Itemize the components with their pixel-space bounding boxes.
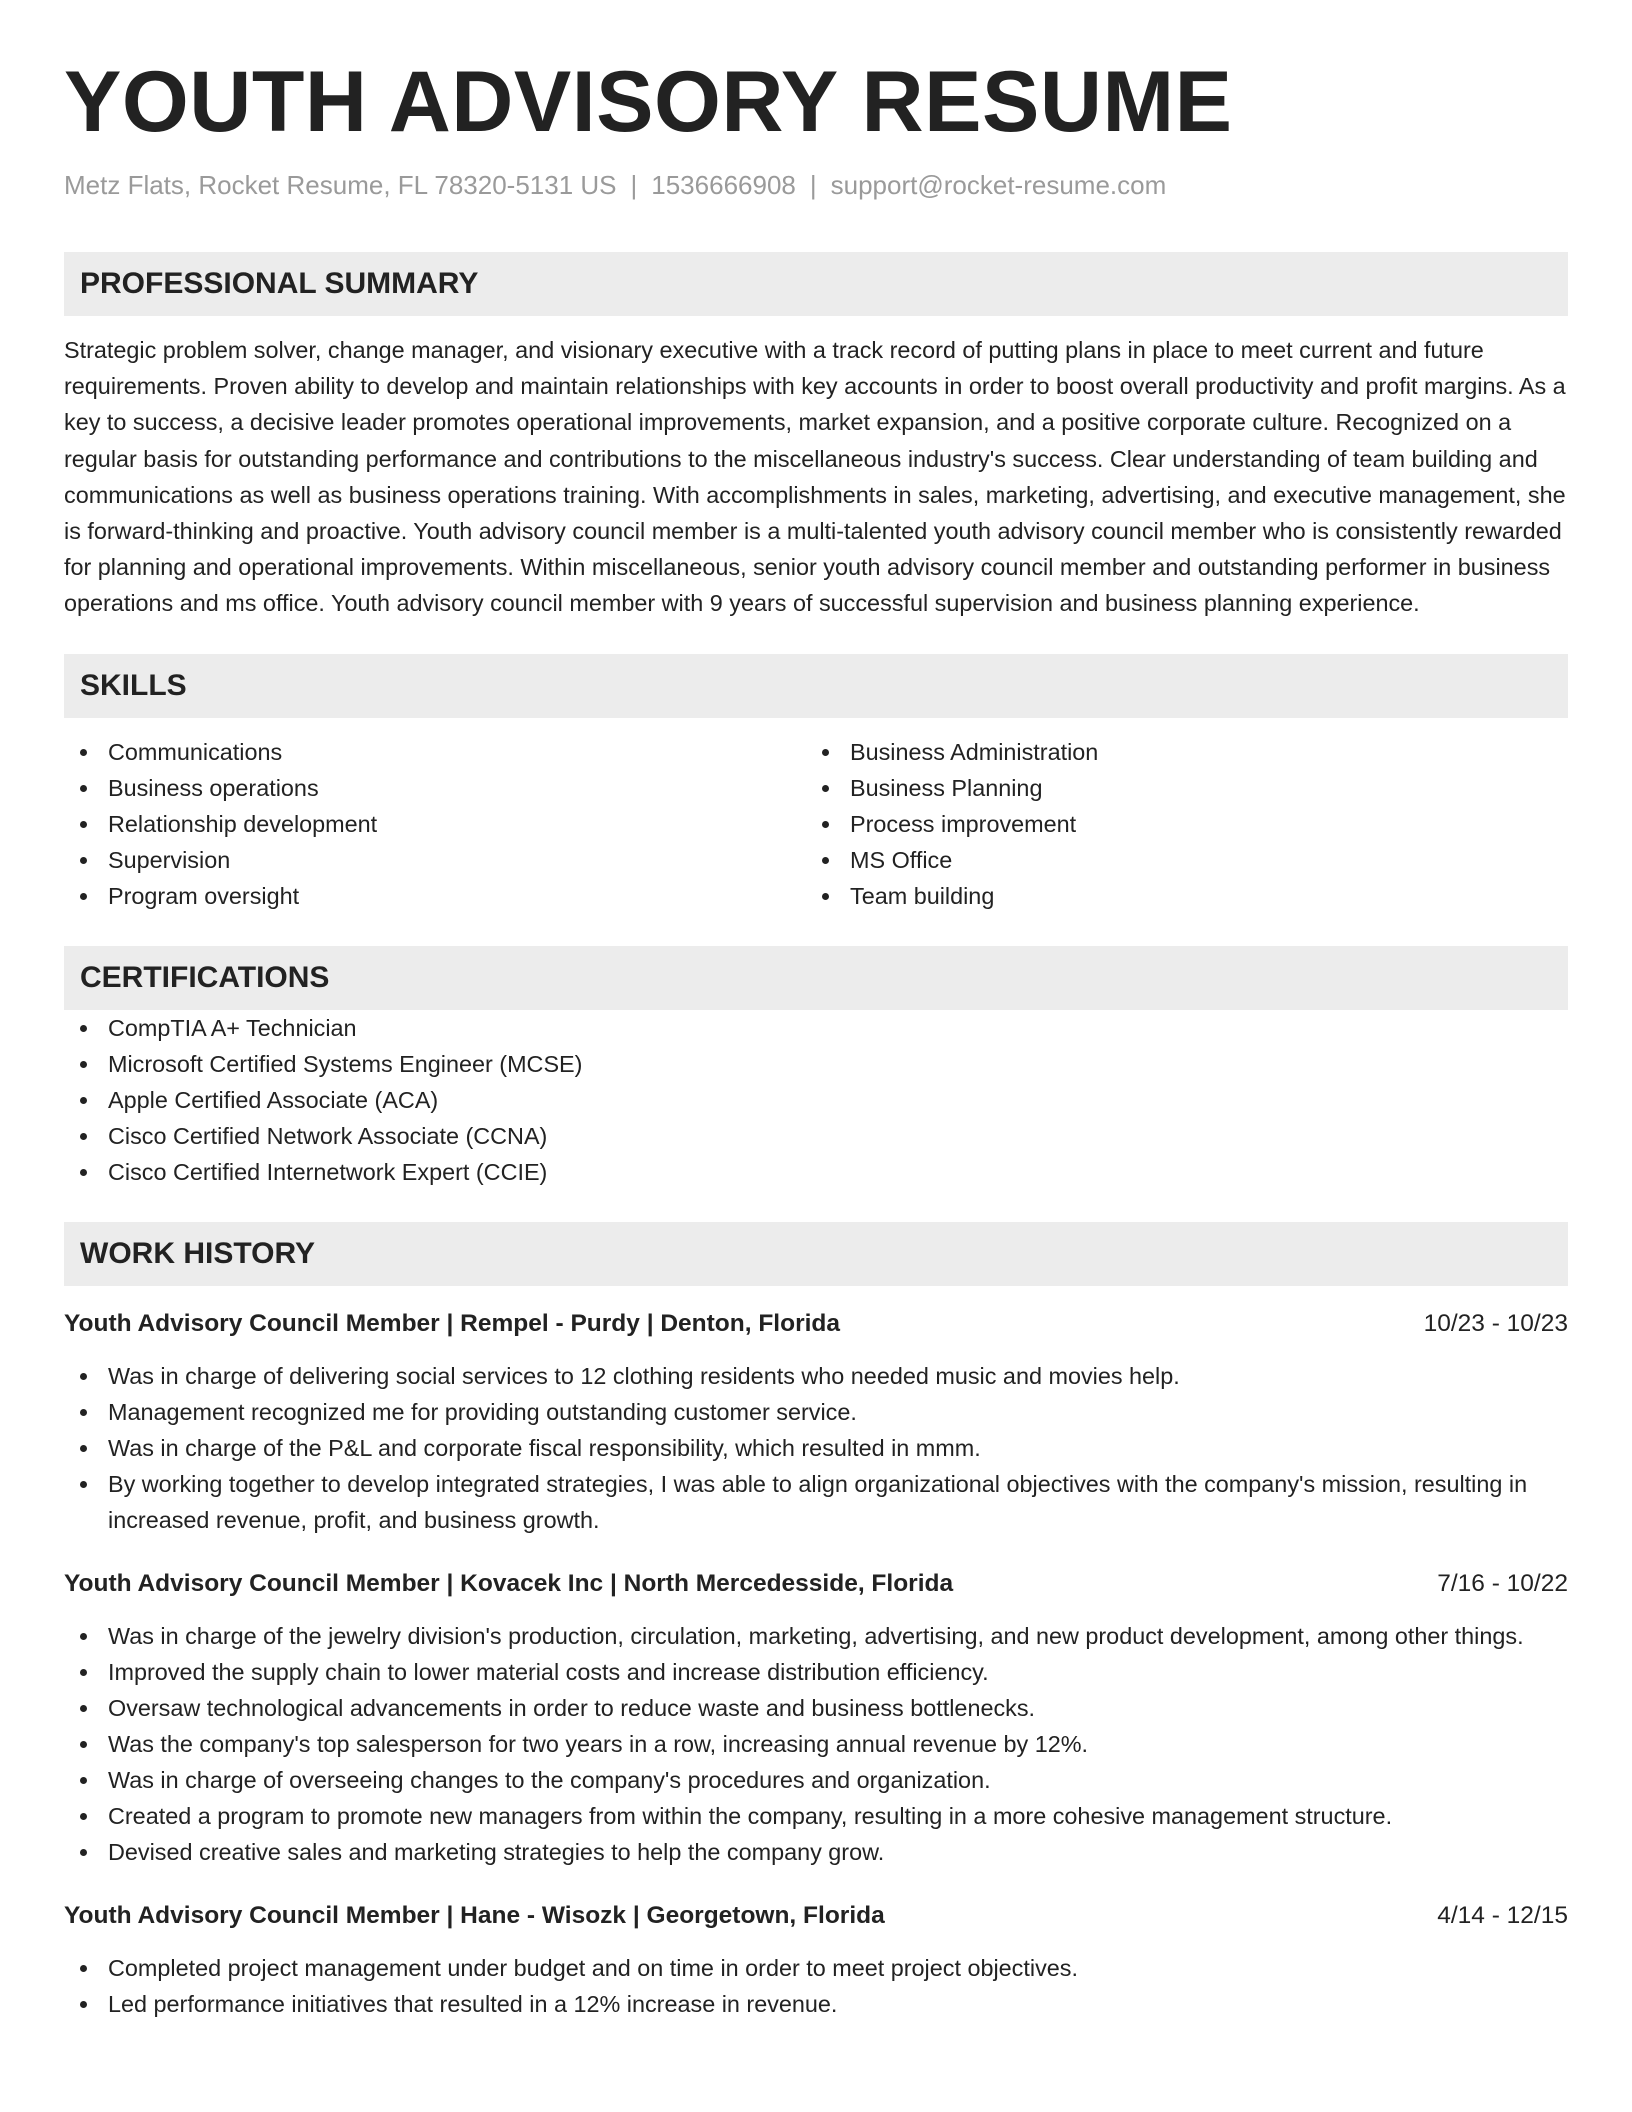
contact-email: support@rocket-resume.com [830, 170, 1167, 200]
resume-page [64, 0, 1568, 2022]
certification-item: Apple Certified Associate (ACA) [64, 1082, 1568, 1118]
certification-item: Cisco Certified Network Associate (CCNA) [64, 1118, 1568, 1154]
section-header-certifications: CERTIFICATIONS [64, 946, 1568, 1010]
certification-list [64, 1010, 1568, 1190]
job-bullet: Created a program to promote new managers from within the company, resulting in a more cohesive management structure. [64, 1798, 1568, 1834]
job-bullet: Was in charge of overseeing changes to the company's procedures and organization. [64, 1762, 1568, 1798]
job-title: Youth Advisory Council Member | Hane - Wisozk | Georgetown, Florida [64, 1901, 885, 1929]
contact-separator: | [630, 170, 638, 200]
skill-item: Business Administration [806, 734, 1548, 770]
job-title: Youth Advisory Council Member | Rempel - Purdy | Denton, Florida [64, 1309, 841, 1337]
contact-address: Metz Flats, Rocket Resume, FL 78320-5131 US [64, 170, 617, 200]
job-dates: 7/16 - 10/22 [1437, 1569, 1568, 1597]
section-header-summary: PROFESSIONAL SUMMARY [64, 252, 1568, 316]
job-bullet: Improved the supply chain to lower material costs and increase distribution efficiency. [64, 1654, 1568, 1690]
skill-item: Supervision [64, 842, 806, 878]
contact-phone: 1536666908 [651, 170, 796, 200]
certification-item: CompTIA A+ Technician [64, 1010, 1568, 1046]
job-bullets [64, 1618, 1568, 1870]
skill-item: Process improvement [806, 806, 1548, 842]
job-bullet: By working together to develop integrated strategies, I was able to align organizational objectives with the company's mission, resulting in increased revenue, profit, and business growth. [64, 1466, 1568, 1538]
skill-item: Program oversight [64, 878, 806, 914]
section-header-work-history: WORK HISTORY [64, 1222, 1568, 1286]
job-bullet: Was in charge of the jewelry division's production, circulation, marketing, advertising, and new product development, among other things. [64, 1618, 1568, 1654]
contact-line [64, 168, 1568, 202]
job-bullet: Management recognized me for providing outstanding customer service. [64, 1394, 1568, 1430]
skill-item: MS Office [806, 842, 1548, 878]
job-dates: 10/23 - 10/23 [1423, 1309, 1568, 1337]
job-bullet: Led performance initiatives that resulted in a 12% increase in revenue. [64, 1986, 1568, 2022]
resume-title: YOUTH ADVISORY RESUME [64, 54, 1233, 150]
section-header-skills: SKILLS [64, 654, 1568, 718]
skills-list-right [806, 734, 1548, 914]
job-bullet: Oversaw technological advancements in order to reduce waste and business bottlenecks. [64, 1690, 1568, 1726]
job-entry [64, 1566, 1568, 1870]
summary-text: Strategic problem solver, change manager, and visionary executive with a track record of putting plans in place to meet current and future requirements. Proven ability to develop and maintain relationships with key accounts in order to boost overall productivity and profit margins. As a key to success, a decisive leader promotes operational improvements, market expansion, and a positive corporate culture. Recognized on a regular basis for outstanding performance and contributions to the miscellaneous industry's success. Clear understanding of team building and communications as well as business operations training. With accomplishments in sales, marketing, advertising, and executive management, she is forward-thinking and proactive. Youth advisory council member is a multi-talented youth advisory council member who is consistently rewarded for planning and operational improvements. Within miscellaneous, senior youth advisory council member and outstanding performer in business operations and ms office. Youth advisory council member with 9 years of successful supervision and business planning experience. [64, 337, 1566, 617]
skill-item: Business operations [64, 770, 806, 806]
job-bullet: Completed project management under budget and on time in order to meet project objectives. [64, 1950, 1568, 1986]
job-entry [64, 1306, 1568, 1538]
skills-list-left [64, 734, 806, 914]
job-title: Youth Advisory Council Member | Kovacek Inc | North Mercedesside, Florida [64, 1569, 954, 1597]
certification-item: Microsoft Certified Systems Engineer (MCSE) [64, 1046, 1568, 1082]
job-bullet: Devised creative sales and marketing strategies to help the company grow. [64, 1834, 1568, 1870]
job-bullet: Was the company's top salesperson for two years in a row, increasing annual revenue by 12%. [64, 1726, 1568, 1762]
job-bullets [64, 1950, 1568, 2022]
job-dates: 4/14 - 12/15 [1437, 1901, 1568, 1929]
skill-item: Team building [806, 878, 1548, 914]
job-bullet: Was in charge of delivering social services to 12 clothing residents who needed music and movies help. [64, 1358, 1568, 1394]
certification-item: Cisco Certified Internetwork Expert (CCIE) [64, 1154, 1568, 1190]
job-bullet: Was in charge of the P&L and corporate fiscal responsibility, which resulted in mmm. [64, 1430, 1568, 1466]
job-header [64, 1306, 1568, 1342]
contact-separator: | [809, 170, 817, 200]
job-entry [64, 1898, 1568, 2022]
skills-columns [64, 734, 1568, 914]
job-header [64, 1566, 1568, 1602]
skill-item: Relationship development [64, 806, 806, 842]
job-header [64, 1898, 1568, 1934]
skill-item: Business Planning [806, 770, 1548, 806]
skill-item: Communications [64, 734, 806, 770]
job-bullets [64, 1358, 1568, 1538]
